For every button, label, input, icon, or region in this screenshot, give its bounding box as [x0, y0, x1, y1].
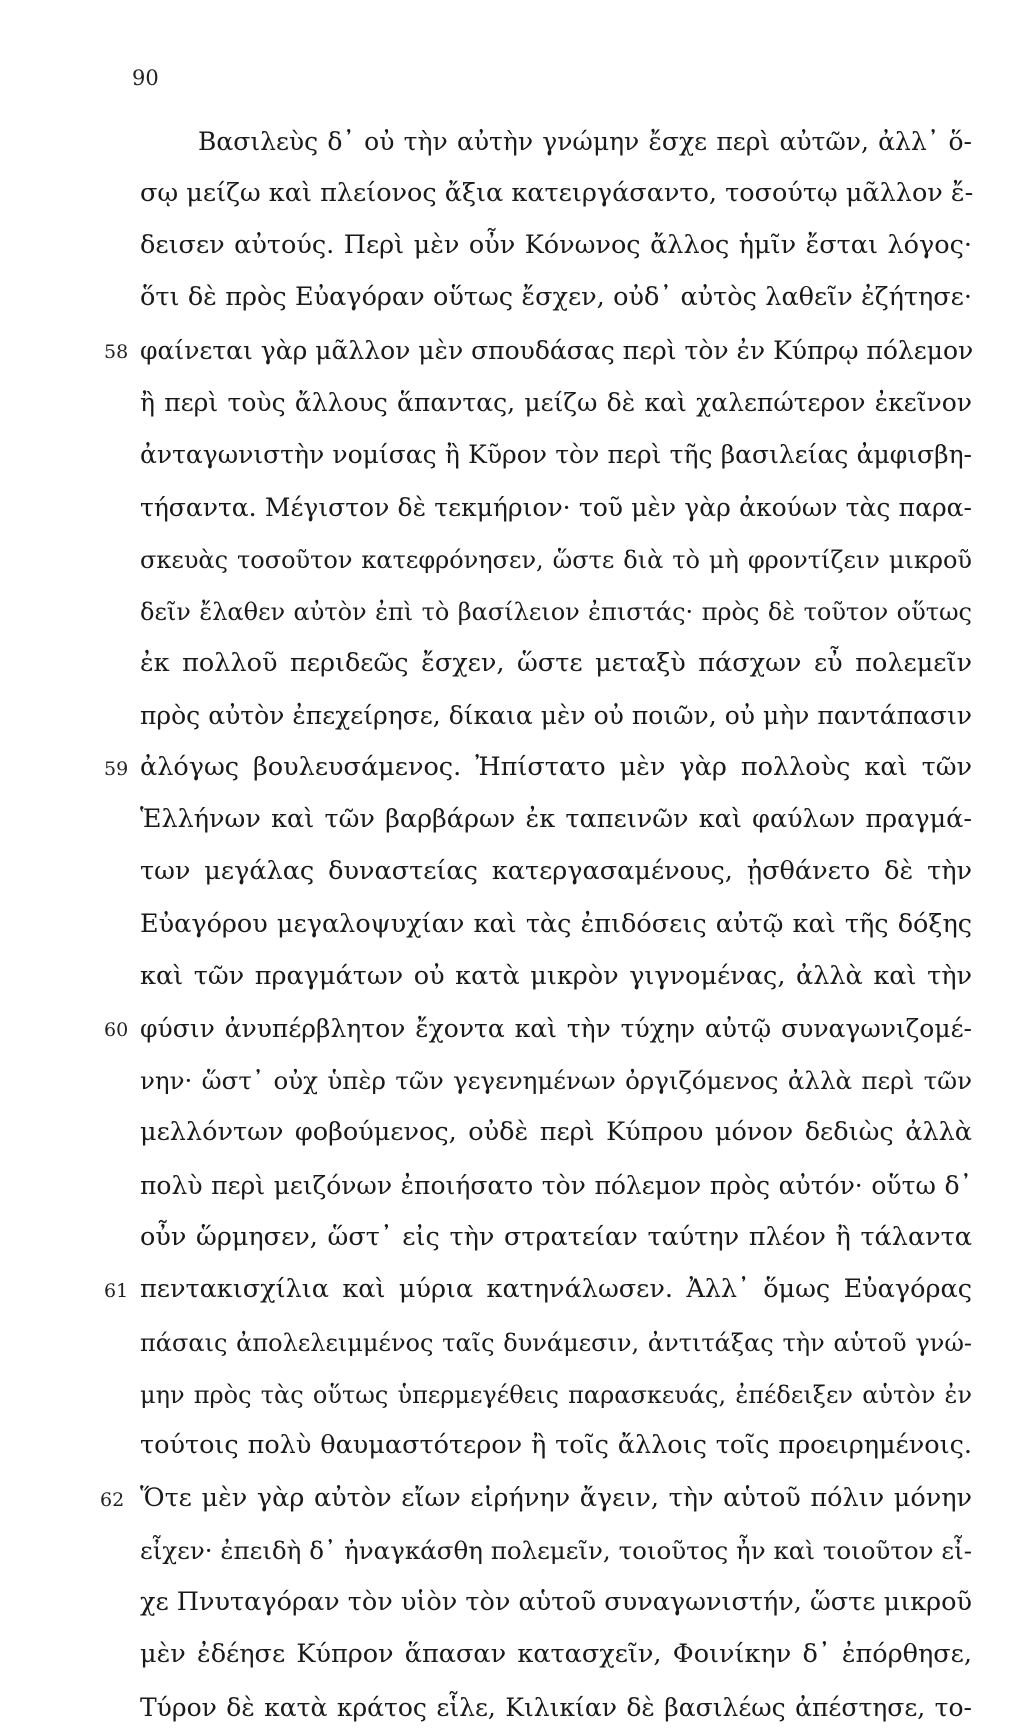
- line-text: Ἑλλήνων καὶ τῶν βαρβάρων ἐκ ταπεινῶν καὶ φαύλων πραγμά-: [140, 804, 972, 835]
- section-number: 62: [100, 1489, 125, 1512]
- text-line: [0, 1519, 1034, 1571]
- line-text: Τύρον δὲ κατὰ κράτος εἷλε, Κιλικίαν δὲ βασιλέως ἀπέστησε, το-: [140, 1692, 972, 1722]
- line-text: πρὸς αὐτὸν ἐπεχείρησε, δίκαια μὲν οὐ ποιῶν, οὐ μὴν παντάπασιν: [140, 701, 972, 731]
- text-line: [0, 423, 1034, 475]
- line-text: Ὅτε μὲν γὰρ αὐτὸν εἴων εἰρήνην ἄγειν, τὴν αὑτοῦ πόλιν μόνην: [140, 1482, 972, 1513]
- line-text: σκευὰς τοσοῦτον κατεφρόνησεν, ὥστε διὰ τὸ μὴ φροντίζειν μικροῦ: [140, 545, 972, 574]
- page-number: 90: [132, 66, 159, 90]
- text-line: [0, 110, 1034, 162]
- text-line: [0, 214, 1034, 266]
- line-text: φύσιν ἀνυπέρβλητον ἔχοντα καὶ τὴν τύχην αὐτῷ συναγωνιζομέ-: [140, 1014, 972, 1044]
- section-number: 58: [104, 340, 129, 363]
- line-text: χε Πνυταγόραν τὸν υἱὸν τὸν αὑτοῦ συναγωνιστήν, ὥστε μικροῦ: [140, 1586, 972, 1617]
- section-number: 61: [104, 1280, 129, 1303]
- line-text: ὅτι δὲ πρὸς Εὐαγόραν οὕτως ἔσχεν, οὐδ᾽ αὐτὸς λαθεῖν ἐζήτησε·: [140, 282, 972, 313]
- text-line: [0, 1676, 1034, 1728]
- text-line: [0, 1154, 1034, 1206]
- text-line: [0, 1467, 1034, 1519]
- line-text: καὶ τῶν πραγμάτων οὐ κατὰ μικρὸν γιγνομένας, ἀλλὰ καὶ τὴν: [140, 960, 972, 991]
- line-text: δεῖν ἔλαθεν αὐτὸν ἐπὶ τὸ βασίλειον ἐπιστάς· πρὸς δὲ τοῦτον οὕτως: [140, 597, 972, 626]
- text-line: [0, 1623, 1034, 1675]
- text-line: [0, 1415, 1034, 1467]
- text-line: [0, 684, 1034, 736]
- line-text: μελλόντων φοβούμενος, οὐδὲ περὶ Κύπρου μόνον δεδιὼς ἀλλὰ: [140, 1117, 972, 1148]
- text-line: [0, 267, 1034, 319]
- line-text: πεντακισχίλια καὶ μύρια κατηνάλωσεν. Ἀλλ᾽ ὅμως Εὐαγόρας: [140, 1273, 972, 1304]
- line-text: Εὐαγόρου μεγαλοψυχίαν καὶ τὰς ἐπιδόσεις αὐτῷ καὶ τῆς δόξης: [140, 908, 972, 939]
- text-line: [0, 736, 1034, 788]
- text-line: [0, 1206, 1034, 1258]
- line-text: ἢ περὶ τοὺς ἄλλους ἅπαντας, μείζω δὲ καὶ χαλεπώτερον ἐκεῖνον: [140, 388, 972, 418]
- line-text: οὖν ὥρμησεν, ὥστ᾽ εἰς τὴν στρατείαν ταύτην πλέον ἢ τάλαντα: [140, 1221, 972, 1252]
- text-line: [0, 841, 1034, 893]
- line-text: τήσαντα. Μέγιστον δὲ τεκμήριον· τοῦ μὲν γὰρ ἀκούων τὰς παρα-: [140, 492, 972, 522]
- text-line: [0, 893, 1034, 945]
- line-text: νην· ὥστ᾽ οὐχ ὑπὲρ τῶν γεγενημένων ὀργιζόμενος ἀλλὰ περὶ τῶν: [140, 1066, 972, 1096]
- line-text: εἶχεν· ἐπειδὴ δ᾽ ἠναγκάσθη πολεμεῖν, τοιοῦτος ἦν καὶ τοιοῦτον εἶ-: [140, 1535, 972, 1565]
- line-text: ἐκ πολλοῦ περιδεῶς ἔσχεν, ὥστε μεταξὺ πάσχων εὖ πολεμεῖν: [140, 647, 972, 678]
- text-line: [0, 475, 1034, 527]
- text-line: [0, 1049, 1034, 1101]
- text-line: [0, 371, 1034, 423]
- line-text: μὲν ἐδέησε Κύπρον ἅπασαν κατασχεῖν, Φοινίκην δ᾽ ἐπόρθησε,: [140, 1639, 972, 1670]
- text-line: [0, 1310, 1034, 1362]
- text-line: [0, 1258, 1034, 1310]
- section-number: 60: [104, 1019, 129, 1042]
- line-text: τούτοις πολὺ θαυμαστότερον ἢ τοῖς ἄλλοις τοῖς προειρημένοις.: [140, 1430, 972, 1461]
- line-text: δεισεν αὐτούς. Περὶ μὲν οὖν Κόνωνος ἄλλος ἡμῖν ἔσται λόγος·: [140, 230, 972, 261]
- line-text: φαίνεται γὰρ μᾶλλον μὲν σπουδάσας περὶ τὸν ἐν Κύπρῳ πόλεμον: [140, 335, 974, 365]
- text-block: [0, 110, 1034, 1728]
- text-line: [0, 1363, 1034, 1415]
- text-line: [0, 788, 1034, 840]
- text-line: [0, 997, 1034, 1049]
- line-text: πάσαις ἀπολελειμμένος ταῖς δυνάμεσιν, ἀντιτάξας τὴν αὑτοῦ γνώ-: [140, 1328, 972, 1357]
- line-text: μην πρὸς τὰς οὕτως ὑπερμεγέθεις παρασκευάς, ἐπέδειξεν αὑτὸν ἐν: [140, 1380, 972, 1409]
- section-number: 59: [104, 758, 129, 781]
- text-line: [0, 162, 1034, 214]
- text-line: [0, 945, 1034, 997]
- line-text: ἀλόγως βουλευσάμενος. Ἠπίστατο μὲν γὰρ πολλοὺς καὶ τῶν: [140, 751, 972, 782]
- text-line: [0, 319, 1034, 371]
- line-text: σῳ μείζω καὶ πλείονος ἄξια κατειργάσαντο, τοσούτῳ μᾶλλον ἔ-: [140, 177, 974, 208]
- text-line: [0, 632, 1034, 684]
- text-line: [0, 1571, 1034, 1623]
- text-line: [0, 1102, 1034, 1154]
- text-line: [0, 528, 1034, 580]
- line-text: των μεγάλας δυναστείας κατεργασαμένους, ᾐσθάνετο δὲ τὴν: [140, 856, 972, 887]
- line-text: Βασιλεὺς δ᾽ οὐ τὴν αὐτὴν γνώμην ἔσχε περὶ αὐτῶν, ἀλλ᾽ ὅ-: [198, 127, 972, 157]
- text-line: [0, 580, 1034, 632]
- line-text: πολὺ περὶ μειζόνων ἐποιήσατο τὸν πόλεμον πρὸς αὐτόν· οὕτω δ᾽: [140, 1170, 972, 1200]
- line-text: ἀνταγωνιστὴν νομίσας ἢ Κῦρον τὸν περὶ τῆς βασιλείας ἀμφισβη-: [140, 440, 972, 470]
